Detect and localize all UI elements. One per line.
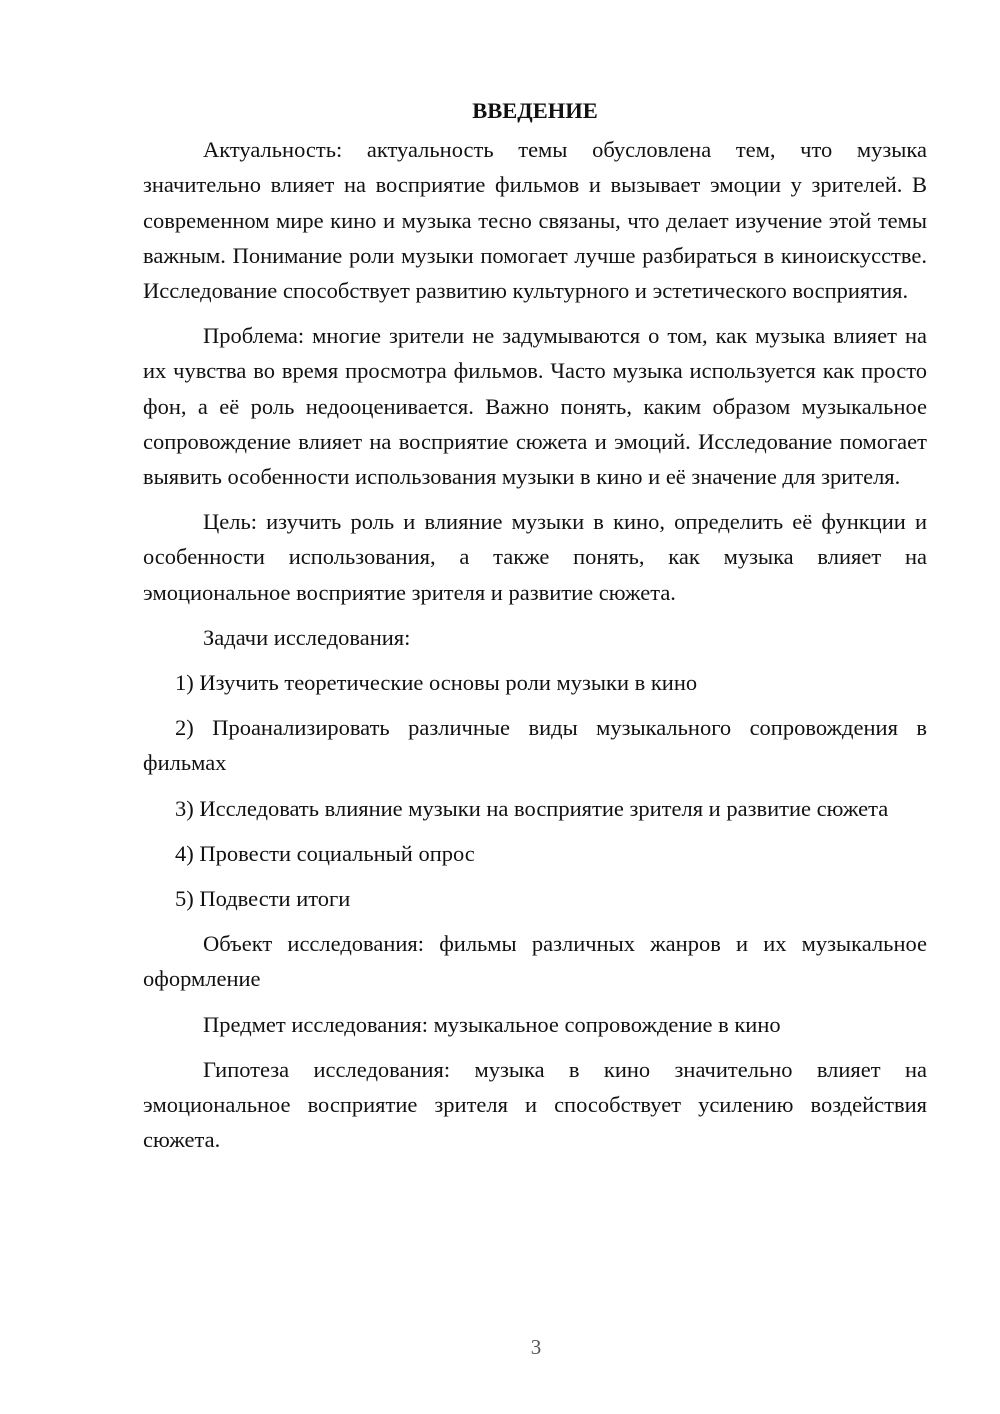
page-number: 3 [530, 1335, 542, 1359]
problem-paragraph: Проблема: многие зрители не задумываются о том, как музыка влияет на их чувства во время просмотра фильмов. Часто музыка используется как просто фон, а её роль недооценивается. Важно понять, каким образом музыкальное сопровождение влияет на восприятие сюжета и эмоций. Исследование помогает выявить особенности использования музыки в кино и её значение для зрителя. [143, 323, 927, 490]
task-item-5: 5) Подвести итоги [175, 886, 351, 912]
page-content [143, 93, 927, 1167]
relevance-paragraph: Актуальность: актуальность темы обусловлена тем, что музыка значительно влияет на восприятие фильмов и вызывает эмоции у зрителей. В современном мире кино и музыка тесно связаны, что делает изучение этой темы важным. Понимание роли музыки помогает лучше разбираться в киноискусстве. Исследование способствует развитию культурного и эстетического восприятия. [143, 137, 927, 304]
object-paragraph: Объект исследования: фильмы различных жанров и их музыкальное оформление [143, 931, 927, 992]
task-item-3: 3) Исследовать влияние музыки на восприятие зрителя и развитие сюжета [175, 795, 889, 821]
task-item-2: 2) Проанализировать различные виды музыкального сопровождения в фильмах [143, 715, 927, 776]
subject-paragraph: Предмет исследования: музыкальное сопровождение в кино [203, 1011, 781, 1037]
task-item-4: 4) Провести социальный опрос [175, 840, 475, 866]
hypothesis-paragraph: Гипотеза исследования: музыка в кино значительно влияет на эмоциональное восприятие зрителя и способствует усилению воздействия сюжета. [143, 1056, 927, 1153]
tasks-heading: Задачи исследования: [203, 624, 411, 650]
goal-paragraph: Цель: изучить роль и влияние музыки в кино, определить её функции и особенности использования, а также понять, как музыка влияет на эмоциональное восприятие зрителя и развитие сюжета. [143, 509, 927, 605]
task-item-1: 1) Изучить теоретические основы роли музыки в кино [175, 670, 698, 696]
page-title: ВВЕДЕНИЕ [472, 98, 598, 123]
